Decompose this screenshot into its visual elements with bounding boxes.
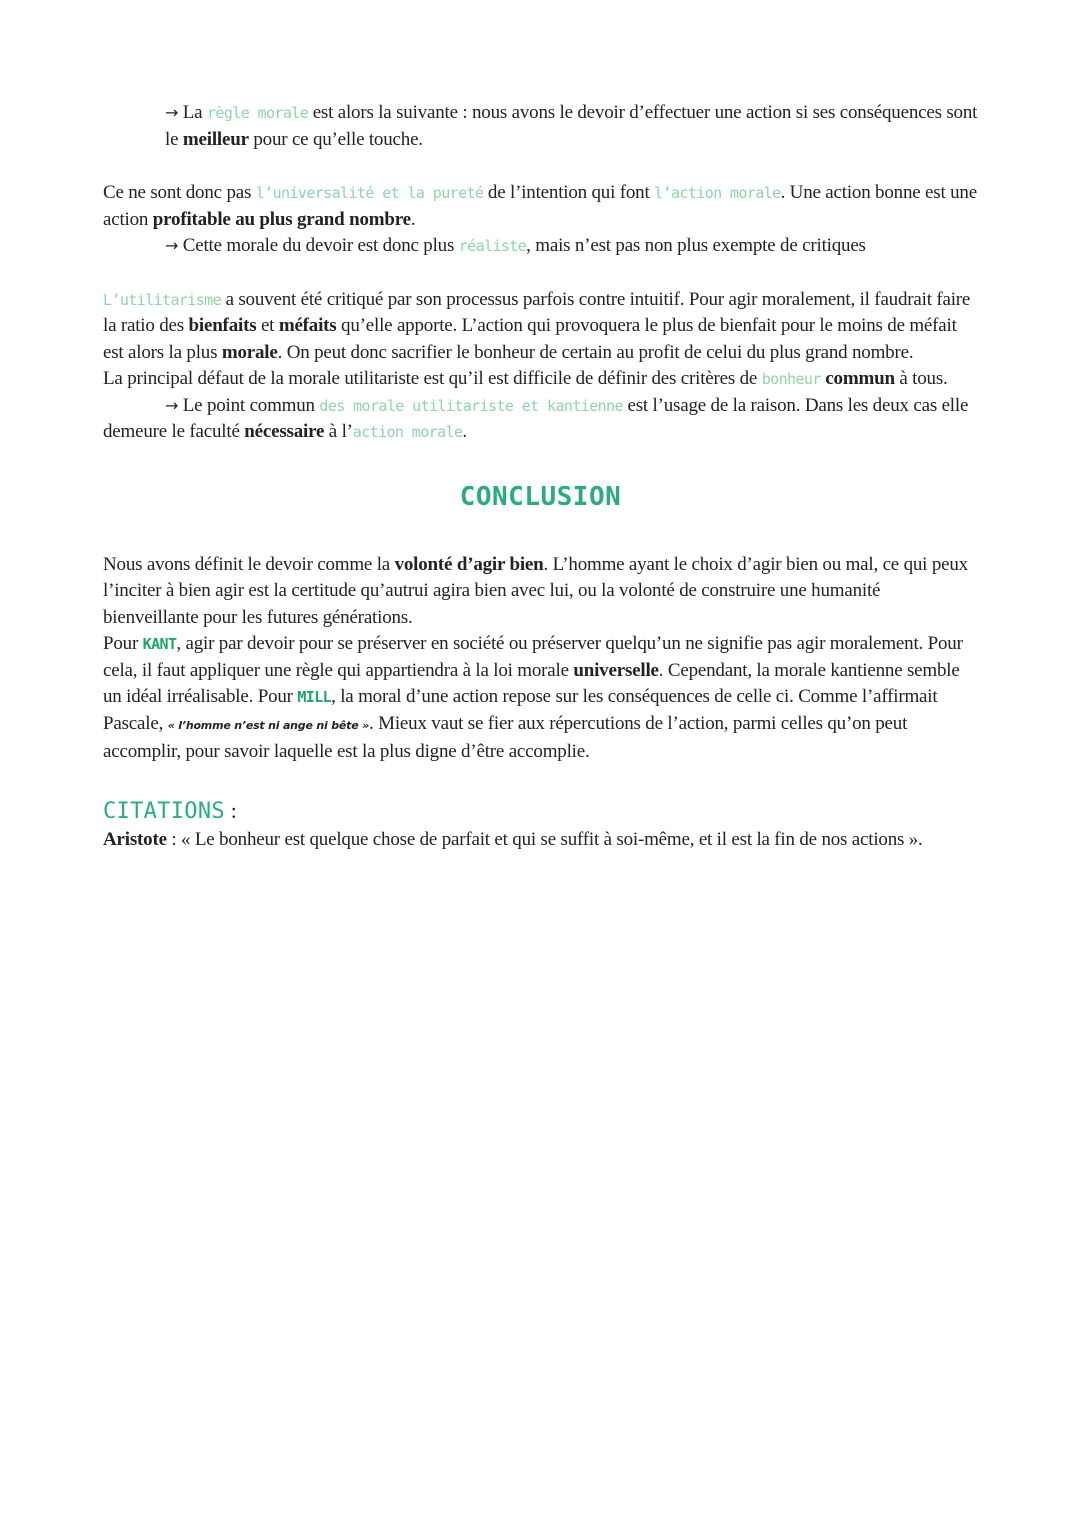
text: .	[462, 421, 467, 442]
bold-term: bienfaits	[188, 315, 257, 336]
citations-title: CITATIONS	[103, 798, 225, 824]
highlight-term: l’action morale	[654, 184, 781, 202]
paragraph-flaw	[103, 366, 978, 393]
text: . On peut donc sacrifier le bonheur de certain au profit de celui du plus grand nombre.	[277, 341, 914, 363]
highlight-name: MILL	[297, 688, 332, 706]
paragraph-realistic	[103, 233, 978, 260]
highlight-term: l’universalité et la pureté	[255, 184, 484, 202]
bold-term: volonté d’agir bien	[394, 553, 544, 575]
text: Nous avons définit le devoir comme la	[103, 553, 395, 575]
text: et	[256, 315, 279, 336]
arrow-icon: →	[165, 395, 179, 415]
text: Pour	[103, 633, 143, 654]
spacer	[103, 514, 978, 552]
text: Ce ne sont donc pas	[103, 182, 256, 203]
text: est alors la suivante : nous avons le devoir d’effectuer une action si ses conséquences sont le	[165, 102, 978, 150]
citations-colon: :	[224, 797, 238, 823]
bold-term: profitable au plus grand nombre	[152, 208, 411, 230]
text: La principal défaut de la morale utilitariste est qu’il est difficile de définir des critères de	[103, 368, 762, 389]
text: La	[178, 102, 207, 123]
arrow-icon: →	[165, 103, 179, 122]
bold-term: meilleur	[182, 128, 249, 150]
paragraph-conclusion-kant-mill	[103, 631, 978, 766]
text: a souvent été critiqué par son processus parfois contre intuitif. Pour agir moralement, il faudrait faire la ratio des	[103, 288, 971, 336]
text: .	[410, 208, 416, 230]
text: Cette morale du devoir est donc plus	[178, 235, 459, 256]
text: à tous.	[894, 368, 948, 389]
text: à l’	[324, 421, 353, 442]
paragraph-citation-aristote	[103, 827, 978, 854]
text: Le point commun	[178, 394, 320, 416]
highlight-term: bonheur	[761, 370, 821, 388]
citations-heading	[103, 796, 978, 827]
text: . Une action bonne est une action	[103, 182, 977, 230]
bold-term: méfaits	[278, 315, 337, 336]
text: , agir par devoir pour se préserver en société ou préserver quelqu’un ne signifie pas agir moralement. Pour cela, il faut appliquer une règle qui appartiendra à la loi morale	[103, 633, 963, 681]
paragraph-universality	[103, 180, 978, 233]
arrow-icon: →	[165, 236, 179, 255]
text: de l’intention qui font	[483, 182, 655, 203]
text: . Cependant, la morale kantienne semble un idéal irréalisable. Pour	[103, 659, 960, 707]
text: : « Le bonheur est quelque chose de parfait et qui se suffit à soi-même, et il est la fin de nos actions ».	[166, 828, 923, 850]
text: . Mieux vaut se fier aux répercutions de l’action, parmi celles qu’on peut accomplir, pour savoir laquelle est la plus digne d’être accomplie.	[103, 712, 908, 762]
text: qu’elle apporte. L’action qui provoquera le plus de bienfait pour le moins de méfait est alors la plus	[103, 315, 957, 363]
highlight-term: L’utilitarisme	[103, 290, 222, 309]
highlight-term: des morale utilitariste et kantienne	[319, 396, 623, 415]
document-page	[103, 100, 978, 853]
paragraph-utilitarianism	[103, 287, 978, 367]
text: . L’homme ayant le choix d’agir bien ou mal, ce qui peux l’inciter à bien agir est la certitude qu’autrui agira bien avec lui, ou la volonté de construire une humanité bienveillante pour les futures générations.	[103, 553, 968, 628]
spacer	[103, 153, 978, 180]
spacer	[103, 446, 978, 480]
bold-term: morale	[221, 341, 278, 363]
bold-term: universelle	[573, 659, 659, 681]
text: , la moral d’une action repose sur les conséquences de celle ci. Comme l’affirmait Pascale,	[103, 686, 938, 734]
spacer	[103, 766, 978, 796]
text: pour ce qu’elle touche.	[248, 128, 423, 150]
highlight-name: KANT	[142, 635, 177, 653]
bold-term: commun	[825, 368, 895, 389]
text: , mais n’est pas non plus exempte de critiques	[526, 235, 866, 256]
conclusion-heading: CONCLUSION	[459, 481, 622, 512]
handwritten-quote: « l’homme n’est ni ange ni bête »	[167, 718, 370, 732]
highlight-term: règle morale	[206, 104, 309, 122]
author-name: Aristote	[103, 828, 167, 850]
paragraph-conclusion-duty	[103, 552, 978, 632]
highlight-term: action morale	[352, 423, 463, 441]
text: est l’usage de la raison. Dans les deux cas elle demeure le faculté	[103, 394, 969, 442]
highlight-term: réaliste	[458, 237, 527, 255]
paragraph-common-point	[103, 393, 978, 446]
bold-term: nécessaire	[244, 421, 325, 442]
paragraph-moral-rule	[103, 100, 978, 153]
spacer	[103, 260, 978, 287]
